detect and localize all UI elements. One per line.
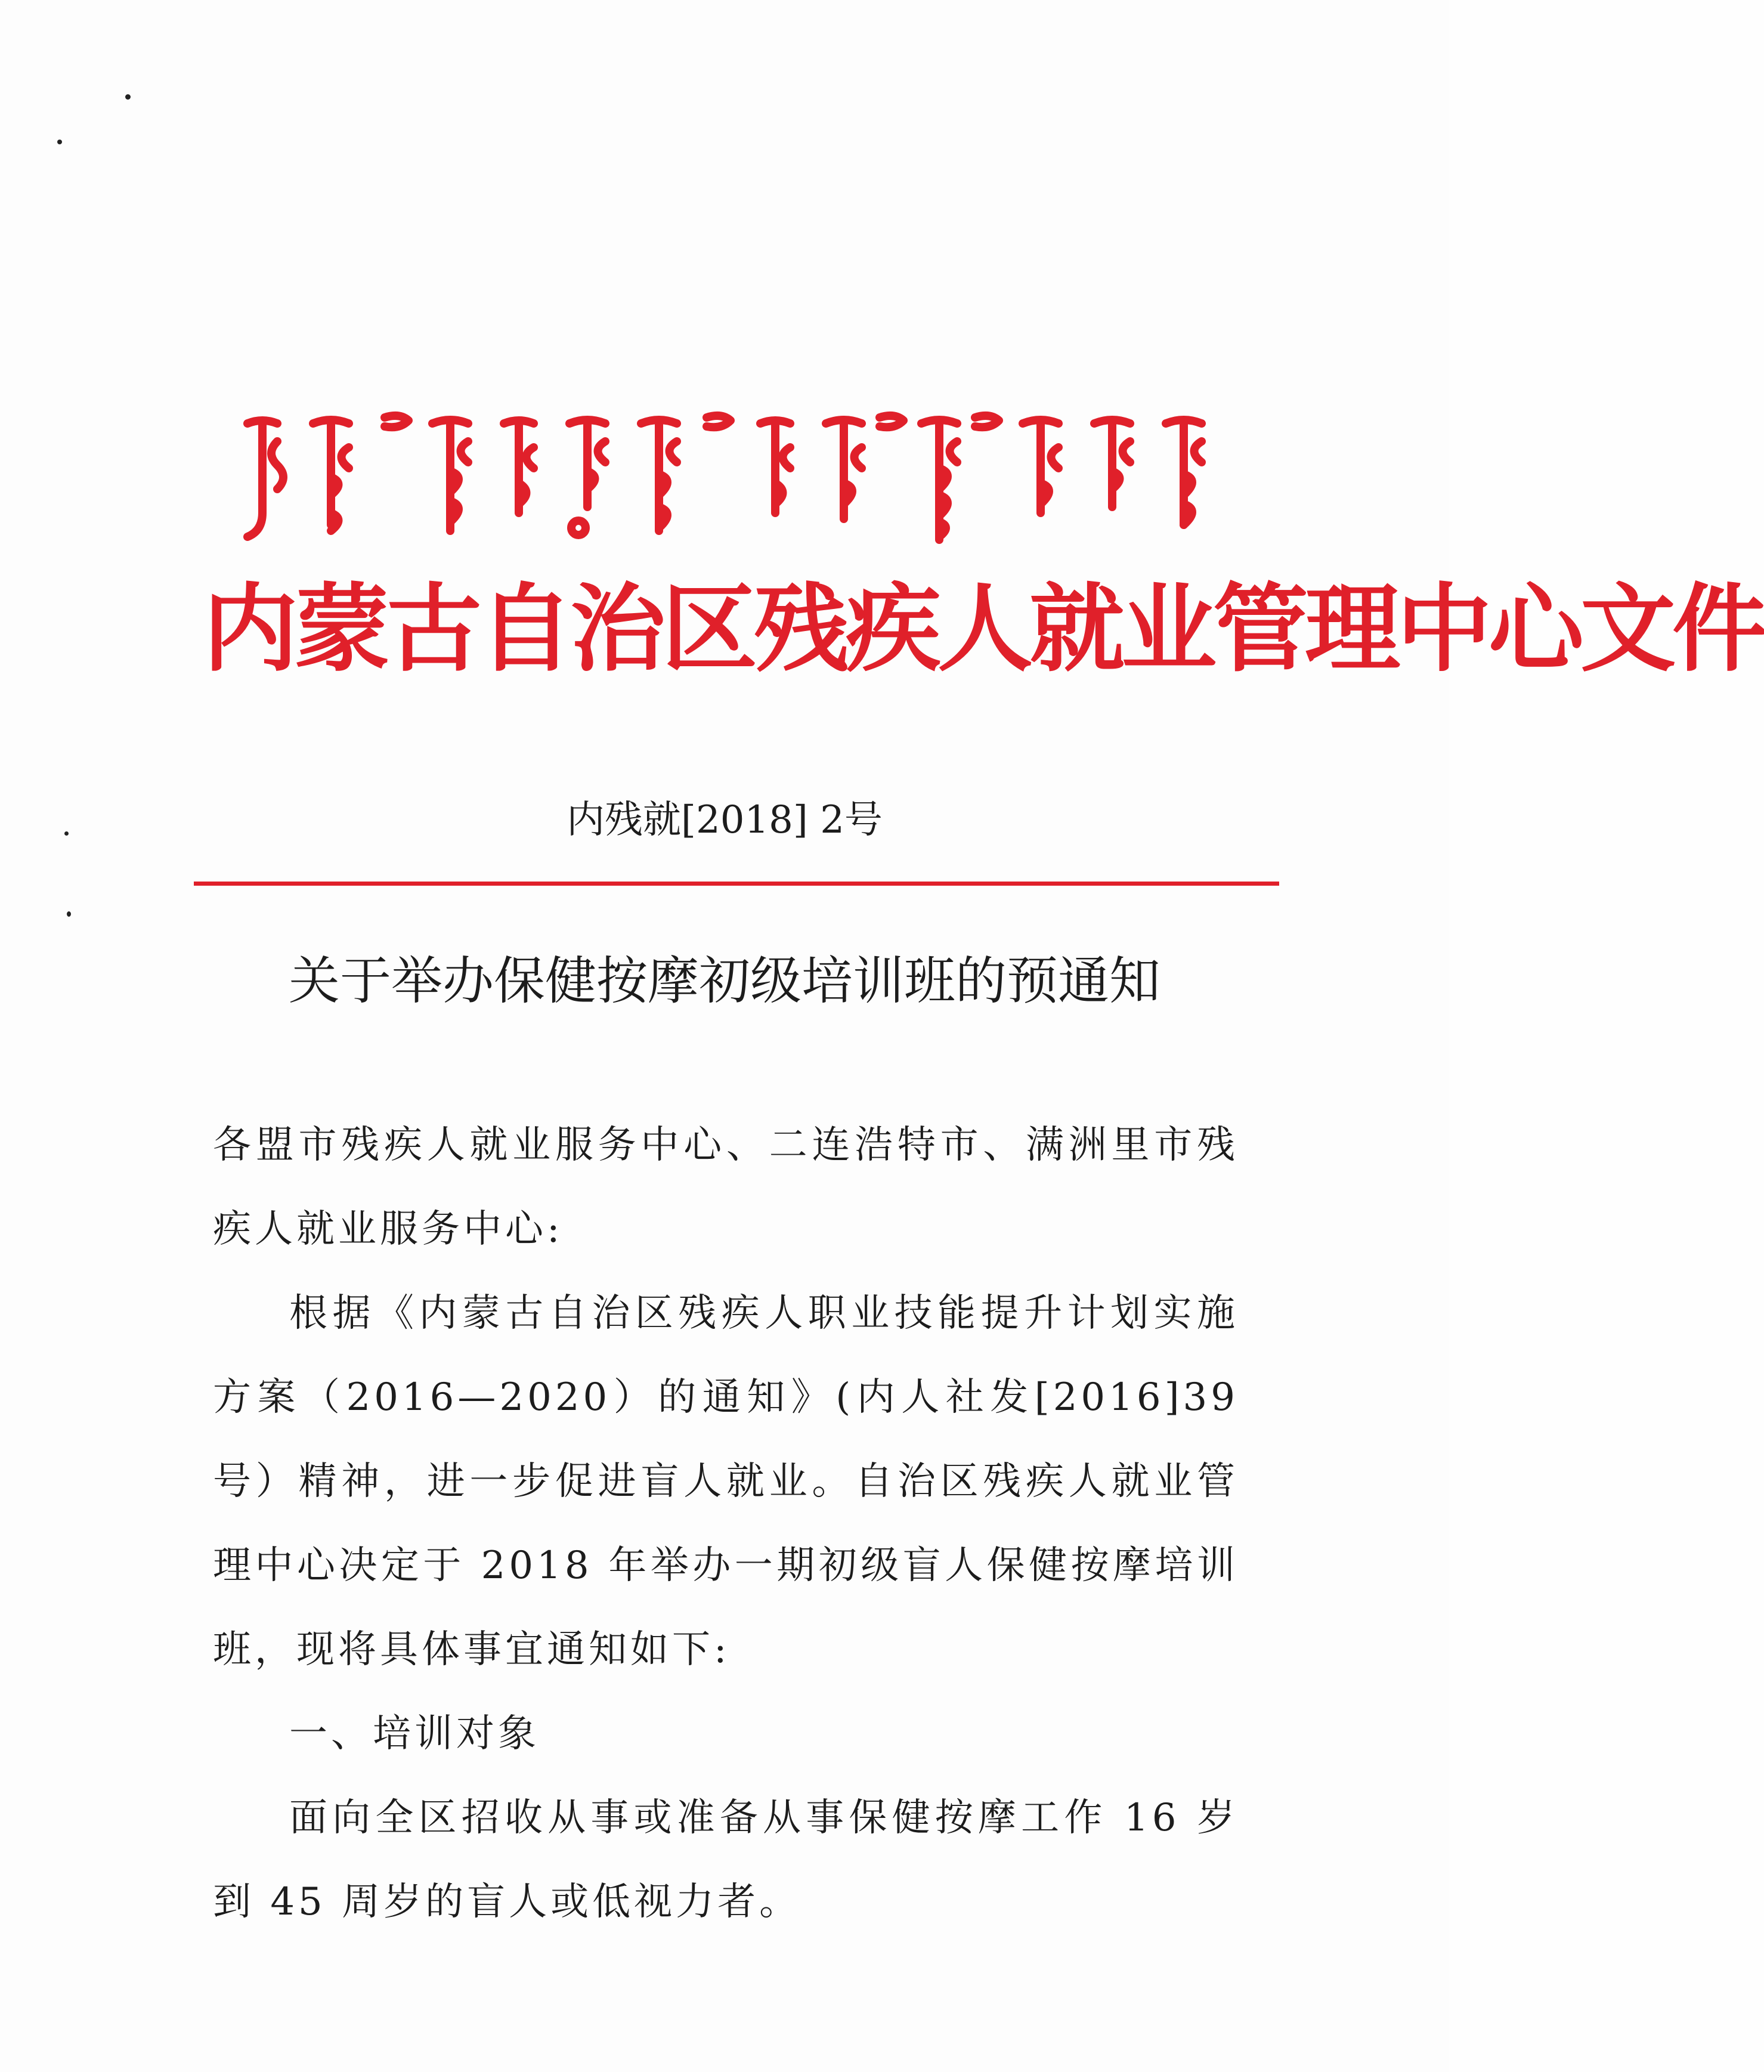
intro-paragraph: 根据《内蒙古自治区残疾人职业技能提升计划实施方案（2016—2020）的通知》(内人社发[2016]39 号）精神，进一步促进盲人就业。自治区残疾人就业管理中心决定于 2018 年举办一期初级盲人保健按摩培训班，现将具体事宜通知如下: — [213, 1291, 1239, 1672]
document-body — [213, 1103, 1239, 1944]
section-heading-training-targets: 一、培训对象 — [289, 1712, 540, 1756]
mongolian-script-title — [236, 406, 1225, 549]
scan-speck — [67, 911, 71, 917]
scan-speck — [125, 94, 131, 100]
issuing-organization-title: 内蒙古自治区残疾人就业管理中心文件 — [203, 573, 1764, 685]
red-divider-line — [194, 882, 1279, 886]
addressee-paragraph: 各盟市残疾人就业服务中心、二连浩特市、满洲里市残疾人就业服务中心: — [213, 1123, 1239, 1251]
scan-speck — [57, 140, 62, 144]
document-number: 内残就[2018] 2号 — [567, 798, 883, 842]
section-text-training-targets: 面向全区招收从事或准备从事保健按摩工作 16 岁到 45 周岁的盲人或低视力者。 — [213, 1796, 1239, 1924]
notice-title: 关于举办保健按摩初级培训班的预通知 — [289, 951, 1160, 1011]
